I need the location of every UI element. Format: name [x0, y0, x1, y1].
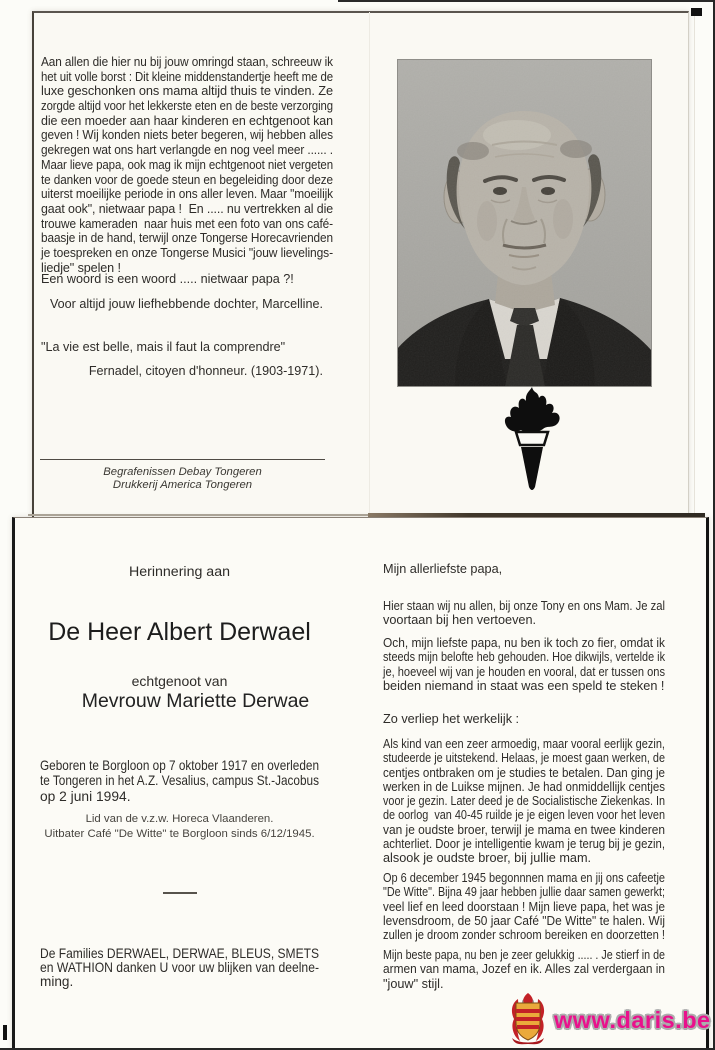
text-line: De Families DERWAEL, DERWAE, BLEUS, SMETS	[40, 946, 319, 961]
text-line: trouwe kameraden naar huis met een foto van ons café-	[41, 216, 333, 231]
text-line: de oorlog van 40-45 ruilde je je eigen leven voor het leven	[383, 808, 666, 823]
text-line: zorgde altijd voor het lekkerste eten en de beste verzorging	[41, 99, 333, 114]
text-line: Mijn beste papa, nu ben je zeer gelukkig ..... . Je stierf in de	[383, 948, 666, 962]
text-line: Och, mijn liefste papa, nu ben ik toch zo fier, omdat ik	[383, 636, 665, 650]
letter-paragraph	[383, 871, 665, 942]
card-outer-page	[32, 11, 689, 517]
text-line: steeds mijn belofte heb gehouden. Hoe dikwijls, vertelde ik	[383, 650, 666, 665]
text-line: baasje in de hand, terwijl onze Tongerse Horecavrienden	[41, 231, 333, 246]
portrait-photo-image	[397, 59, 652, 387]
short-divider-line	[163, 892, 197, 894]
relation-line: echtgenoot van	[131, 673, 228, 689]
spouse-name: Mevrouw Mariette Derwae	[81, 690, 310, 712]
text-line: van je oudste broer, terwijl je mama en twee kinderen	[383, 822, 665, 837]
daris-watermark	[506, 993, 711, 1047]
text-line: je toespreken en onze Tongerse Musici "jouw lievelings-	[41, 245, 334, 260]
heading-herinnering: Herinnering aan	[129, 564, 230, 580]
card-fold-line	[369, 12, 370, 513]
text-line: en WATHION danken U voor uw blijken van deelne-	[40, 959, 320, 975]
scan-artifact-mark	[691, 8, 702, 16]
signature-line: Voor altijd jouw liefhebbende dochter, Marcelline.	[49, 297, 323, 311]
text-line: uiterst moeilijke periode in ons aller leven. Maar "moeilijk	[41, 187, 334, 202]
text-line: te Tongeren in het A.Z. Vesalius, campus St.-Jacobus	[40, 773, 320, 789]
text-line: achterliet. Door je intelligentie kwam je terug bij je gezin,	[383, 837, 666, 852]
letter-paragraph	[383, 948, 665, 991]
printer-imprint	[40, 466, 325, 492]
scan-edge-line	[694, 8, 695, 514]
text-line: Op 6 december 1945 begonnnen mama en jij ons cafeetje	[383, 871, 666, 885]
salutation-line: Mijn allerliefste papa,	[383, 562, 503, 576]
quote-attribution: Fernadel, citoyen d'honneur. (1903-1971).	[88, 364, 323, 378]
portrait-photo	[397, 59, 652, 387]
life-dates-paragraph	[40, 758, 319, 804]
page-seam	[28, 514, 369, 516]
membership-line: Lid van de v.z.w. Horeca Vlaanderen.	[85, 813, 274, 825]
text-line: Als kind van een zeer armoedig, maar vooral eerlijk gezin,	[383, 737, 665, 751]
daris-heraldic-crest-icon	[506, 993, 550, 1047]
text-line: te danken voor de goede steun en begeleiding door deze	[41, 172, 333, 187]
text-line: Geboren te Borgloon op 7 oktober 1917 en overleden	[40, 758, 320, 773]
funeral-home-line: Begrafenissen Debay Tongeren	[103, 466, 262, 478]
text-line: werken in de Luikse mijnen. Je had onmiddellijk centjes	[383, 779, 666, 794]
watermark-url: www.daris.be	[554, 1006, 711, 1033]
text-line: zullen je droom zonder schroom bereiken en doorzetten !	[383, 928, 666, 943]
transition-line: Zo verliep het werkelijk :	[383, 712, 520, 726]
text-line: gekregen wat ons hart verlangde en nog veel meer ...... .	[41, 143, 333, 158]
text-line: geven ! Wij konden niets beter begeren, wij hebben alles	[41, 128, 334, 143]
text-line: "De Witte". Bijna 49 jaar hebben jullie daar samen gewerkt;	[383, 885, 666, 900]
text-line: het uit volle borst : Dit kleine middenstandertje heeft me de	[41, 69, 334, 84]
divider-line	[40, 459, 325, 460]
card-inner-page	[12, 517, 709, 1050]
text-line: armen van mama, Jozef en ik. Alles zal verdergaan in	[383, 962, 666, 977]
torch-icon	[495, 387, 569, 494]
printer-line: Drukkerij America Tongeren	[112, 479, 253, 491]
farewell-letter-paragraph	[41, 55, 333, 275]
letter-paragraph	[383, 636, 665, 693]
text-line: levensdroom, de 50 jaar Café "De Witte" te halen. Wij	[383, 913, 666, 928]
letter-paragraph	[383, 737, 665, 866]
page-seam-shadow	[368, 513, 705, 517]
text-line: centjes ontbraken om je studies te betalen. Dan ging je	[383, 765, 665, 780]
scan-frame	[338, 0, 715, 2]
text-line: gaat ook", nietwaar papa ! En ..... nu vertrekken al die	[41, 201, 334, 216]
occupation-line: Uitbater Café "De Witte" te Borgloon sinds 6/12/1945.	[44, 828, 315, 840]
family-thanks-paragraph	[40, 946, 319, 988]
text-line: ming.	[40, 973, 74, 989]
scan-artifact-mark	[3, 1025, 7, 1040]
text-line: alsook je oudste broer, bij jullie mam.	[383, 851, 592, 866]
text-line: je, hoeveel wij van je houden en vooral, dat er tussen ons	[383, 664, 665, 679]
deceased-name: De Heer Albert Derwael	[48, 618, 311, 646]
word-line: Een woord is een woord ..... nietwaar papa ?!	[41, 272, 294, 286]
text-line: veel lief en leed doorstaan ! Mijn lieve papa, het was je	[383, 899, 665, 914]
text-line: Hier staan wij nu allen, bij onze Tony en ons Mam. Je zal	[383, 599, 665, 613]
text-line: liedje" spelen !	[41, 260, 121, 275]
text-line: Maar lieve papa, ook mag ik mijn echtgenoot niet vergeten	[41, 157, 334, 172]
letter-paragraph	[383, 599, 665, 628]
text-line: studeerde je uitstekend. Helaas, je moest gaan werken, de	[383, 751, 665, 766]
text-line: op 2 juni 1994.	[40, 788, 131, 804]
quote-line: "La vie est belle, mais il faut la comprendre"	[41, 340, 286, 354]
text-line: die een moeder aan haar kinderen en echtgenoot kan	[41, 113, 334, 128]
text-line: Aan allen die hier nu bij jouw omringd staan, schreeuw ik	[41, 55, 333, 69]
text-line: beiden niemand in staat was een speld te steken !	[383, 678, 665, 693]
text-line: voortaan bij hen vertoeven.	[383, 613, 537, 628]
text-line: luxe geschonken ons mama altijd thuis te vinden. Ze	[41, 84, 333, 99]
text-line: voor je gezin. Later deed je de Socialistische Ziekenkas. In	[383, 794, 666, 809]
text-line: "jouw" stijl.	[383, 976, 444, 991]
